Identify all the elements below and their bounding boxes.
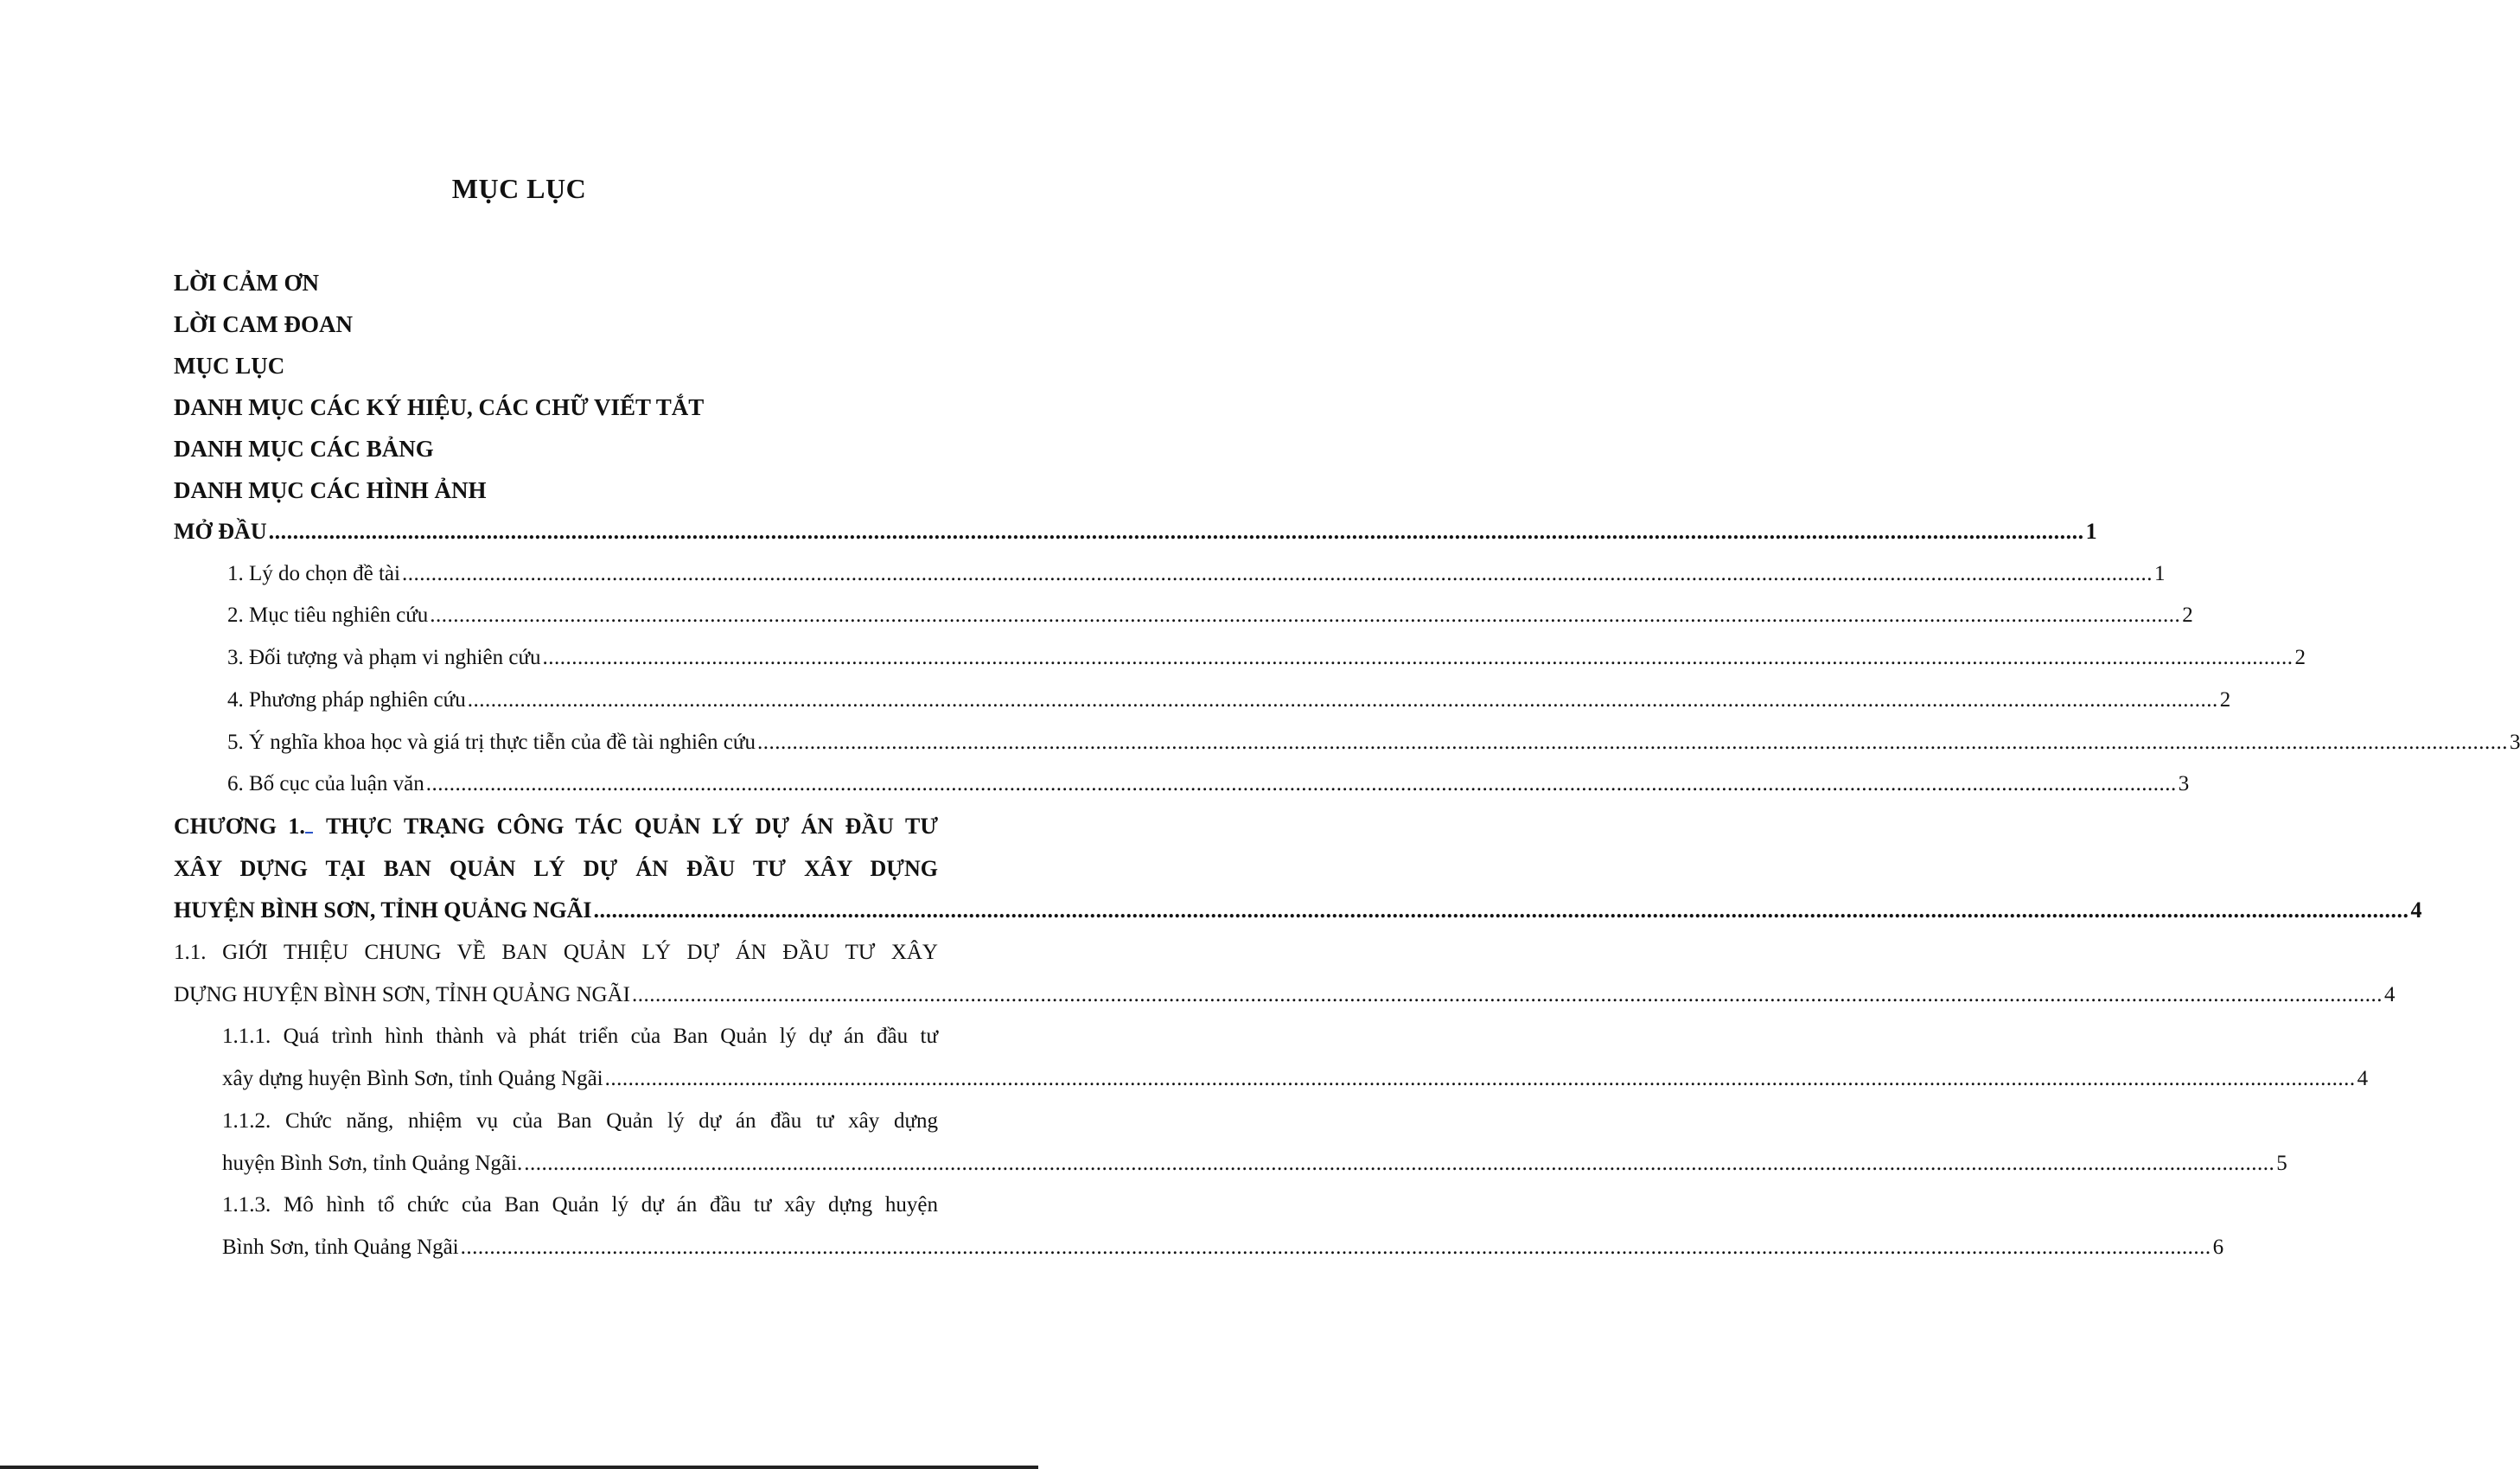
toc-page-number: 4 xyxy=(2410,897,2422,923)
toc-page-number: 3 xyxy=(2509,730,2520,754)
toc-subsection-1-1-3-line-1[interactable]: 1.1.3. Mô hình tổ chức của Ban Quản lý dự án đầu tư xây dựng huyện xyxy=(222,1193,938,1217)
toc-page-number: 1 xyxy=(2085,519,2097,544)
toc-item-danh-muc-hinh-anh[interactable]: DANH MỤC CÁC HÌNH ẢNH xyxy=(174,477,487,503)
toc-entry-title: Bình Sơn, tỉnh Quảng Ngãi xyxy=(222,1235,459,1259)
toc-entry-title: 1. Lý do chọn đề tài xyxy=(227,561,400,585)
toc-item-mo-dau[interactable] xyxy=(174,511,2097,553)
dot-leader: ............................................................................................................................................................................................................................................................................................................ xyxy=(542,646,2294,670)
toc-page-number: 2 xyxy=(2182,604,2193,628)
dot-leader: ............................................................................................................................................................................................................................................................................................................ xyxy=(268,519,2084,544)
toc-subsection-1-1-2-line-2[interactable] xyxy=(174,1143,2287,1185)
toc-item-intro-1[interactable] xyxy=(174,553,2166,596)
toc-entry-title: HUYỆN BÌNH SƠN, TỈNH QUẢNG NGÃI xyxy=(174,897,592,923)
dot-leader: ............................................................................................................................................................................................................................................................................................................ xyxy=(401,561,2153,585)
toc-item-intro-4[interactable] xyxy=(174,680,2231,722)
link-marker xyxy=(305,831,313,833)
table-of-contents xyxy=(174,262,2520,1269)
toc-page-number: 2 xyxy=(2219,687,2231,712)
dot-leader: ............................................................................................................................................................................................................................................................................................................ xyxy=(604,1067,2356,1091)
toc-item-intro-2[interactable] xyxy=(174,595,2193,637)
toc-entry-title: 6. Bố cục của luận văn xyxy=(227,772,424,796)
toc-entry-title: xây dựng huyện Bình Sơn, tỉnh Quảng Ngãi xyxy=(222,1067,603,1091)
dot-leader: ............................................................................................................................................................................................................................................................................................................ xyxy=(460,1235,2211,1259)
toc-item-muc-luc[interactable]: MỤC LỤC xyxy=(174,353,285,379)
dot-leader: ............................................................................................................................................................................................................................................................................................................ xyxy=(756,730,2508,754)
dot-leader: ............................................................................................................................................................................................................................................................................................................ xyxy=(467,687,2218,712)
dot-leader: ............................................................................................................................................................................................................................................................................................................ xyxy=(425,772,2177,796)
toc-chapter-1-line-1[interactable] xyxy=(174,806,938,848)
toc-section-1-1-line-2[interactable] xyxy=(174,974,2396,1017)
toc-page-number: 1 xyxy=(2153,561,2166,585)
toc-chapter-1-line-2[interactable]: XÂY DỰNG TẠI BAN QUẢN LÝ DỰ ÁN ĐẦU TƯ XÂY DỰNG xyxy=(174,855,938,881)
chapter-1-label: CHƯƠNG 1. xyxy=(174,813,305,839)
dot-leader: ............................................................................................................................................................................................................................................................................................................ xyxy=(430,604,2181,628)
dot-leader: ............................................................................................................................................................................................................................................................................................................ xyxy=(593,897,2409,923)
toc-subsection-1-1-1-line-2[interactable] xyxy=(174,1058,2369,1101)
toc-subsection-1-1-2-line-1[interactable]: 1.1.2. Chức năng, nhiệm vụ của Ban Quản lý dự án đầu tư xây dựng xyxy=(222,1108,938,1133)
toc-section-1-1-line-1[interactable]: 1.1. GIỚI THIỆU CHUNG VỀ BAN QUẢN LÝ DỰ ÁN ĐẦU TƯ XÂY xyxy=(174,941,938,965)
toc-entry-title: MỞ ĐẦU xyxy=(174,519,267,544)
toc-chapter-1-line-3[interactable] xyxy=(174,890,2422,932)
page-bottom-edge xyxy=(0,1466,1038,1469)
chapter-1-title-part-1: THỰC TRẠNG CÔNG TÁC QUẢN LÝ DỰ ÁN ĐẦU TƯ xyxy=(325,813,939,839)
toc-subsection-1-1-1-line-1[interactable]: 1.1.1. Quá trình hình thành và phát triển của Ban Quản lý dự án đầu tư xyxy=(222,1025,938,1049)
toc-page-number: 2 xyxy=(2294,646,2306,670)
toc-page-number: 4 xyxy=(2383,982,2396,1006)
toc-subsection-1-1-3-line-2[interactable] xyxy=(174,1227,2224,1269)
toc-page-number: 5 xyxy=(2276,1151,2287,1175)
toc-entry-title: 5. Ý nghĩa khoa học và giá trị thực tiễn của đề tài nghiên cứu xyxy=(227,730,756,754)
toc-item-danh-muc-ky-hieu[interactable]: DANH MỤC CÁC KÝ HIỆU, CÁC CHỮ VIẾT TẮT xyxy=(174,394,705,420)
toc-entry-title: 2. Mục tiêu nghiên cứu xyxy=(227,604,429,628)
toc-item-loi-cam-on[interactable]: LỜI CẢM ƠN xyxy=(174,270,319,296)
toc-entry-title: 4. Phương pháp nghiên cứu xyxy=(227,687,466,712)
toc-item-loi-cam-doan[interactable]: LỜI CAM ĐOAN xyxy=(174,311,353,337)
toc-entry-title: 3. Đối tượng và phạm vi nghiên cứu xyxy=(227,646,541,670)
toc-item-intro-5[interactable] xyxy=(174,722,2520,764)
toc-item-intro-6[interactable] xyxy=(174,763,2190,806)
toc-item-intro-3[interactable] xyxy=(174,637,2306,680)
toc-entry-title: DỰNG HUYỆN BÌNH SƠN, TỈNH QUẢNG NGÃI xyxy=(174,982,630,1006)
toc-page-number: 3 xyxy=(2178,772,2190,796)
dot-leader: ............................................................................................................................................................................................................................................................................................................ xyxy=(524,1151,2275,1175)
dot-leader: ............................................................................................................................................................................................................................................................................................................ xyxy=(631,982,2383,1006)
toc-page-number: 6 xyxy=(2212,1235,2224,1259)
page-title: MỤC LỤC xyxy=(451,173,587,204)
toc-entry-title: huyện Bình Sơn, tỉnh Quảng Ngãi. xyxy=(222,1151,523,1175)
toc-item-danh-muc-bang[interactable]: DANH MỤC CÁC BẢNG xyxy=(174,436,434,462)
toc-page-number: 4 xyxy=(2357,1067,2369,1091)
